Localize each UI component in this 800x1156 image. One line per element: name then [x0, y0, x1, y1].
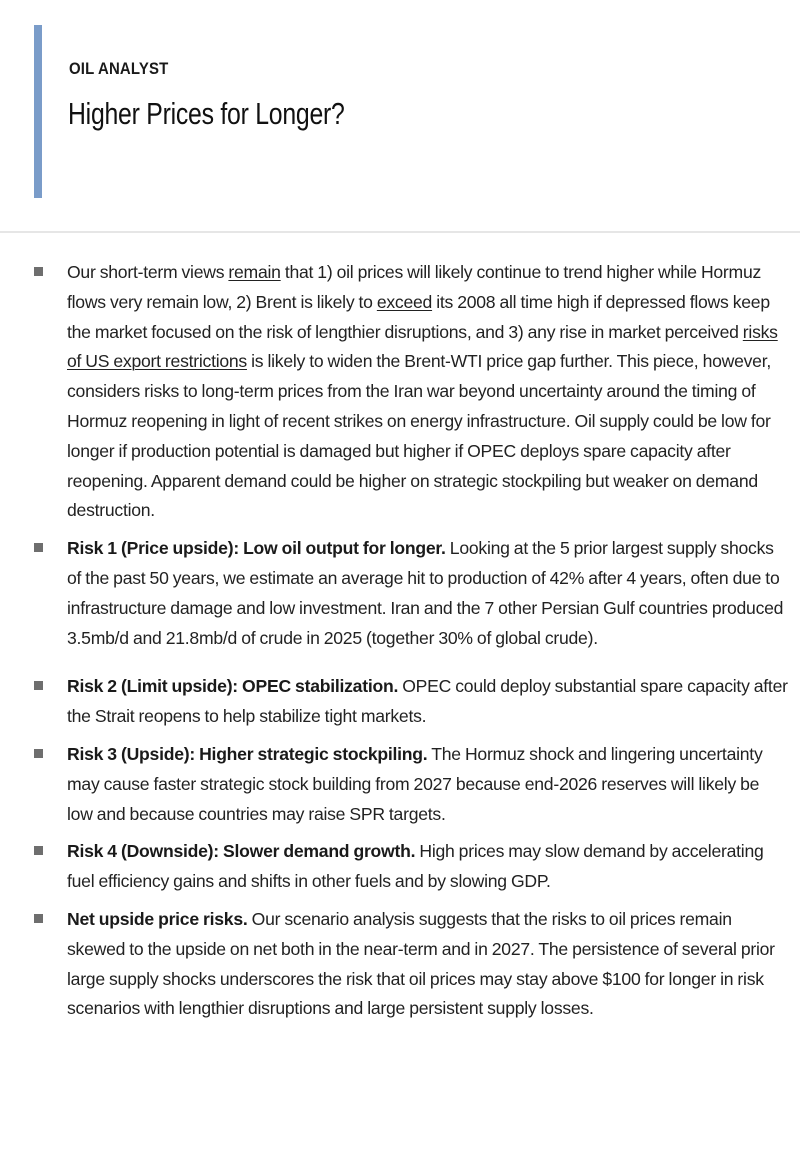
bullet-body: High prices may slow demand by accelerating fuel efficiency gains and shifts in other fuels and by slowing GDP.: [67, 841, 764, 892]
square-bullet-icon: [34, 914, 43, 923]
square-bullet-icon: [34, 846, 43, 855]
bullet-lead: Risk 4 (Downside): Slower demand growth.: [67, 841, 416, 862]
bullet-lead: Risk 2 (Limit upside): OPEC stabilization.: [67, 676, 399, 697]
bullet-body: OPEC could deploy substantial spare capacity after the Strait reopens to help stabilize tight markets.: [67, 676, 788, 727]
link-exceed[interactable]: exceed: [376, 291, 433, 312]
bullet-risk-1: [0, 534, 800, 653]
report-header: [0, 0, 800, 232]
link-us-export-restrictions[interactable]: risks of US export restrictions: [67, 321, 778, 372]
bullet-lead: Risk 3 (Upside): Higher strategic stockpiling.: [67, 743, 428, 764]
key-points-list: [0, 258, 800, 1024]
page-title: Higher Prices for Longer?: [68, 96, 345, 131]
accent-bar: [34, 25, 42, 198]
bullet-risk-4: [0, 837, 800, 897]
square-bullet-icon: [34, 749, 43, 758]
bullet-lead: Risk 1 (Price upside): Low oil output for longer.: [67, 538, 446, 559]
square-bullet-icon: [34, 543, 43, 552]
square-bullet-icon: [34, 267, 43, 276]
link-remain[interactable]: remain: [228, 262, 281, 282]
bullet-body: The Hormuz shock and lingering uncertainty may cause faster strategic stock building from 2027 because end-2026 reserves will likely be low and because countries may raise SPR targets.: [67, 743, 763, 824]
section-kicker: OIL ANALYST: [69, 59, 169, 78]
bullet-risk-3: [0, 740, 800, 829]
square-bullet-icon: [34, 681, 43, 690]
bullet-text: Our short-term views remain that 1) oil prices will likely continue to trend higher while Hormuz flows very remain low, 2) Brent is likely to exceed its 2008 all time high if depressed flows keep the market focused on the risk of lengthier disruptions, and 3) any rise in market perceived risks of US export restrictions is likely to widen the Brent-WTI price gap further. This piece, however, considers risks to long-term prices from the Iran war beyond uncertainty around the timing of Hormuz reopening in light of recent strikes on energy infrastructure. Oil supply could be low for longer if production potential is damaged but higher if OPEC deploys spare capacity after reopening. Apparent demand could be higher on strategic stockpiling but weaker on demand destruction.: [67, 262, 778, 521]
bullet-net-upside: [0, 905, 800, 1024]
bullet-body: Our scenario analysis suggests that the risks to oil prices remain skewed to the upside on net both in the near-term and in 2027. The persistence of several prior large supply shocks underscores the risk that oil prices may stay above $100 for longer in risk scenarios with lengthier disruptions and large persistent supply losses.: [67, 908, 775, 1019]
bullet-body: Looking at the 5 prior largest supply shocks of the past 50 years, we estimate an average hit to production of 42% after 4 years, often due to infrastructure damage and low investment. Iran and the 7 other Persian Gulf countries produced 3.5mb/d and 21.8mb/d of crude in 2025 (together 30% of global crude).: [67, 538, 784, 648]
header-divider: [0, 231, 800, 233]
bullet-lead: Net upside price risks.: [67, 908, 248, 929]
bullet-risk-2: [0, 672, 800, 732]
bullet-short-term-views: [0, 258, 800, 526]
